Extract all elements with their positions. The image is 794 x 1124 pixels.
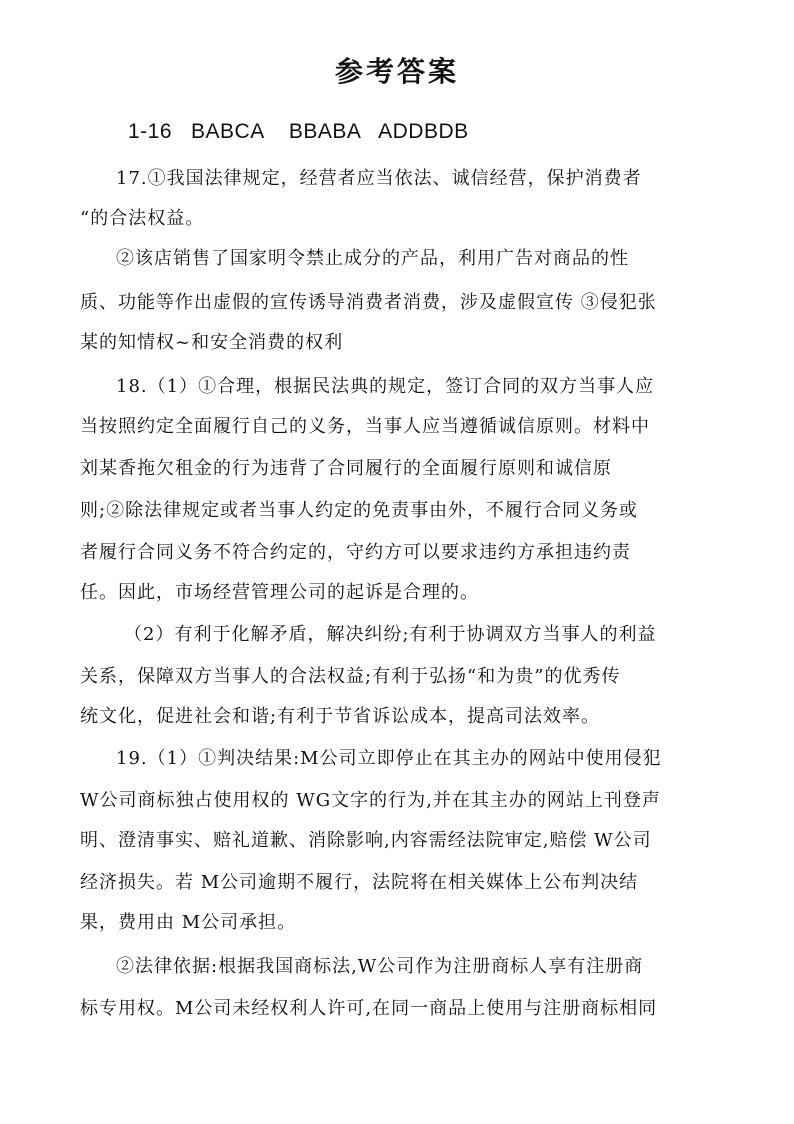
answer-18-part2-line-2: 关系，保障双方当事人的合法权益;有利于弘扬“和为贵”的优秀传 [80, 666, 621, 687]
answer-19-line-5: 果，费用由 M公司承担。 [80, 912, 297, 933]
answer-17-line-2: “的合法权益。 [80, 208, 205, 229]
answer-19-line-2: W公司商标独占使用权的 WG文字的行为,并在其主办的网站上刊登声 [80, 790, 661, 811]
multiple-choice-answers: 1-16 BABCA BBABA ADDBDB [128, 120, 469, 143]
answer-19-basis-line-2: 标专用权。M公司未经权利人许可,在同一商品上使用与注册商标相同 [80, 998, 658, 1019]
answer-18-line-6: 任。因此，市场经营管理公司的起诉是合理的。 [80, 582, 479, 603]
answer-19-basis-line-1: ②法律依据:根据我国商标法,W公司作为注册商标人享有注册商 [116, 956, 644, 977]
answer-19-line-4: 经济损失。若 M公司逾期不履行，法院将在相关媒体上公布判决结 [80, 872, 639, 893]
answer-17-line-3: ②该店销售了国家明令禁止成分的产品，利用广告对商品的性 [116, 248, 629, 269]
answer-17-line-4: 质、功能等作出虚假的宣传诱导消费者消费，涉及虚假宣传 ③侵犯张 [80, 292, 657, 313]
answer-18-line-3: 刘某香拖欠租金的行为违背了合同履行的全面履行原则和诚信原 [80, 458, 612, 479]
answer-18-line-5: 者履行合同义务不符合约定的，守约方可以要求违约方承担违约责 [80, 542, 631, 563]
answer-19-line-1: 19.（1）①判决结果:M公司立即停止在其主办的网站中使用侵犯 [116, 748, 662, 769]
answer-18-line-2: 当按照约定全面履行自己的义务，当事人应当遵循诚信原则。材料中 [80, 416, 650, 437]
answer-18-part2-line-3: 统文化，促进社会和谐;有利于节省诉讼成本，提高司法效率。 [80, 706, 601, 727]
answer-19-line-3: 明、澄清事实、赔礼道歉、消除影响,内容需经法院审定,赔偿 W公司 [80, 830, 652, 851]
answer-18-line-4: 则;②除法律规定或者当事人约定的免责事由外，不履行合同义务或 [80, 500, 639, 521]
page-title: 参考答案 [334, 55, 459, 88]
answer-18-part2-line-1: （2）有利于化解矛盾，解决纠纷;有利于协调双方当事人的利益 [124, 624, 657, 645]
answer-18-line-1: 18.（1）①合理，根据民法典的规定，签订合同的双方当事人应 [116, 376, 655, 397]
answer-17-line-1: 17.①我国法律规定，经营者应当依法、诚信经营，保护消费者 [116, 168, 642, 189]
answer-17-line-5: 某的知情权~和安全消费的权利 [80, 332, 344, 353]
